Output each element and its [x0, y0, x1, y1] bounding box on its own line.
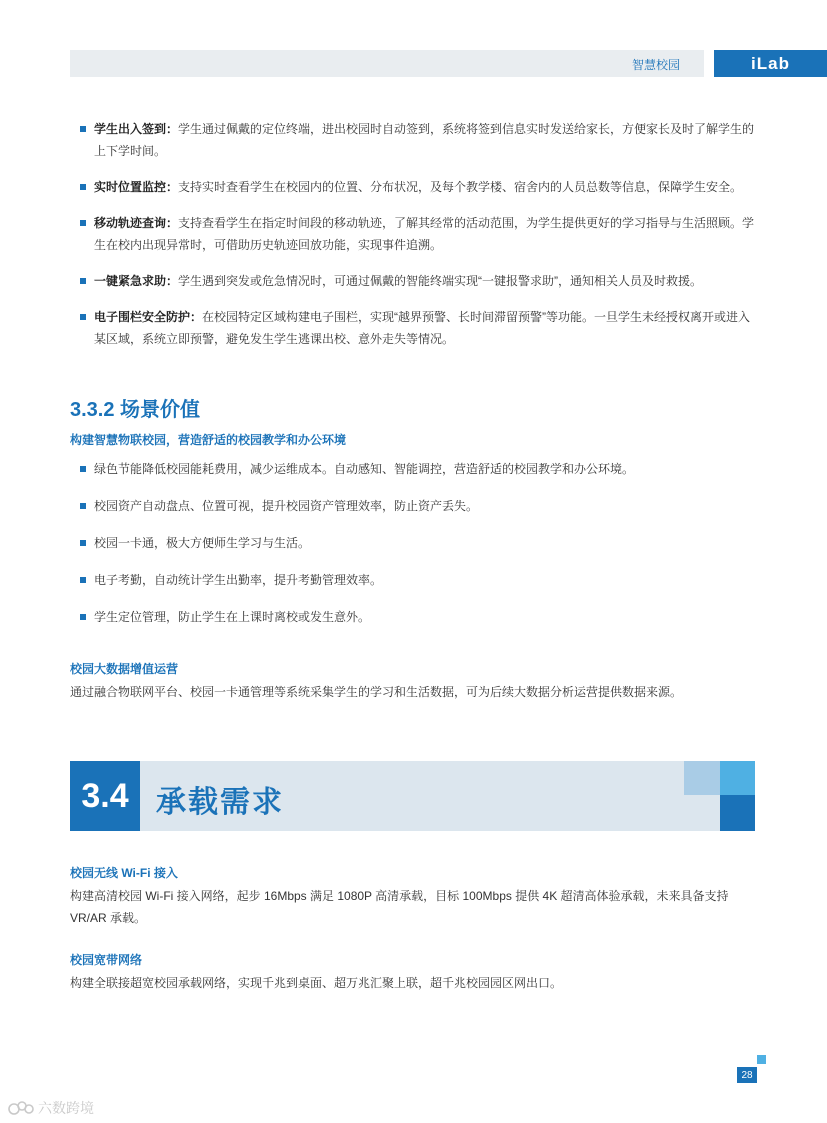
list-item — [80, 306, 760, 350]
item-term: 实时位置监控： — [94, 180, 179, 194]
list-item — [80, 270, 760, 292]
page-number: 28 — [737, 1067, 757, 1083]
list-item — [80, 176, 760, 198]
list-item: 学生定位管理，防止学生在上课时离校或发生意外。 — [80, 606, 760, 628]
item-text: 支持实时查看学生在校园内的位置、分布状况，及每个教学楼、宿舍内的人员总数等信息，保障学生安全。 — [178, 180, 743, 194]
item-text: 支持查看学生在指定时间段的移动轨迹，了解其经常的活动范围，为学生提供更好的学习指导与生活照顾。学生在校内出现异常时，可借助历史轨迹回放功能，实现事件追溯。 — [94, 216, 755, 252]
list-item: 电子考勤，自动统计学生出勤率，提升考勤管理效率。 — [80, 569, 760, 591]
value-list — [80, 458, 760, 643]
section-title: 承载需求 — [156, 786, 284, 819]
list-item: 绿色节能降低校园能耗费用，减少运维成本。自动感知、智能调控，营造舒适的校园教学和办公环境。 — [80, 458, 760, 480]
watermark — [8, 1098, 94, 1118]
paragraph: 构建全联接超宽校园承载网络，实现千兆到桌面、超万兆汇聚上联，超千兆校园园区网出口。 — [70, 976, 563, 990]
decor-square — [720, 795, 755, 831]
item-term: 移动轨迹查询： — [94, 216, 179, 230]
item-term: 学生出入签到： — [94, 122, 179, 136]
item-text: 学生遇到突发或危急情况时，可通过佩戴的智能终端实现“一键报警求助”，通知相关人员及时救援。 — [178, 274, 703, 288]
page-decor-square — [757, 1055, 766, 1064]
subheading: 校园无线 Wi-Fi 接入 — [70, 866, 178, 880]
list-item — [80, 212, 760, 256]
feature-list — [80, 118, 760, 364]
header-bar — [70, 50, 704, 77]
item-text: 学生通过佩戴的定位终端，进出校园时自动签到，系统将签到信息实时发送给家长，方便家长及时了解学生的上下学时间。 — [94, 122, 755, 158]
subheading: 校园宽带网络 — [70, 953, 143, 967]
section-number: 3.4 — [70, 761, 140, 831]
watermark-text: 六数跨境 — [38, 1100, 94, 1116]
list-item: 校园资产自动盘点、位置可视，提升校园资产管理效率，防止资产丢失。 — [80, 495, 760, 517]
section-banner — [70, 761, 755, 831]
list-item: 校园一卡通，极大方便师生学习与生活。 — [80, 532, 760, 554]
paragraph: 构建高清校园 Wi-Fi 接入网络，起步 16Mbps 满足 1080P 高清承载，目标 100Mbps 提供 4K 超清高体验承载，未来具备支持 VR/AR 承载。 — [70, 889, 729, 925]
section-heading: 3.3.2 场景价值 — [70, 399, 201, 421]
brand-logo: iLab — [714, 50, 827, 77]
list-item — [80, 118, 760, 162]
decor-square — [720, 761, 755, 795]
decor-square — [684, 761, 720, 795]
subheading: 校园大数据增值运营 — [70, 662, 179, 676]
item-text: 在校园特定区域构建电子围栏，实现“越界预警、长时间滞留预警”等功能。一旦学生未经授权离开或进入某区域，系统立即预警，避免发生学生逃课出校、意外走失等情况。 — [94, 310, 751, 346]
subheading: 构建智慧物联校园，营造舒适的校园教学和办公环境 — [70, 433, 347, 447]
item-term: 一键紧急求助： — [94, 274, 179, 288]
watermark-logo-icon — [8, 1100, 34, 1116]
paragraph: 通过融合物联网平台、校园一卡通管理等系统采集学生的学习和生活数据，可为后续大数据分析运营提供数据来源。 — [70, 685, 683, 699]
header-label: 智慧校园 — [631, 58, 680, 72]
item-term: 电子围栏安全防护： — [94, 310, 203, 324]
